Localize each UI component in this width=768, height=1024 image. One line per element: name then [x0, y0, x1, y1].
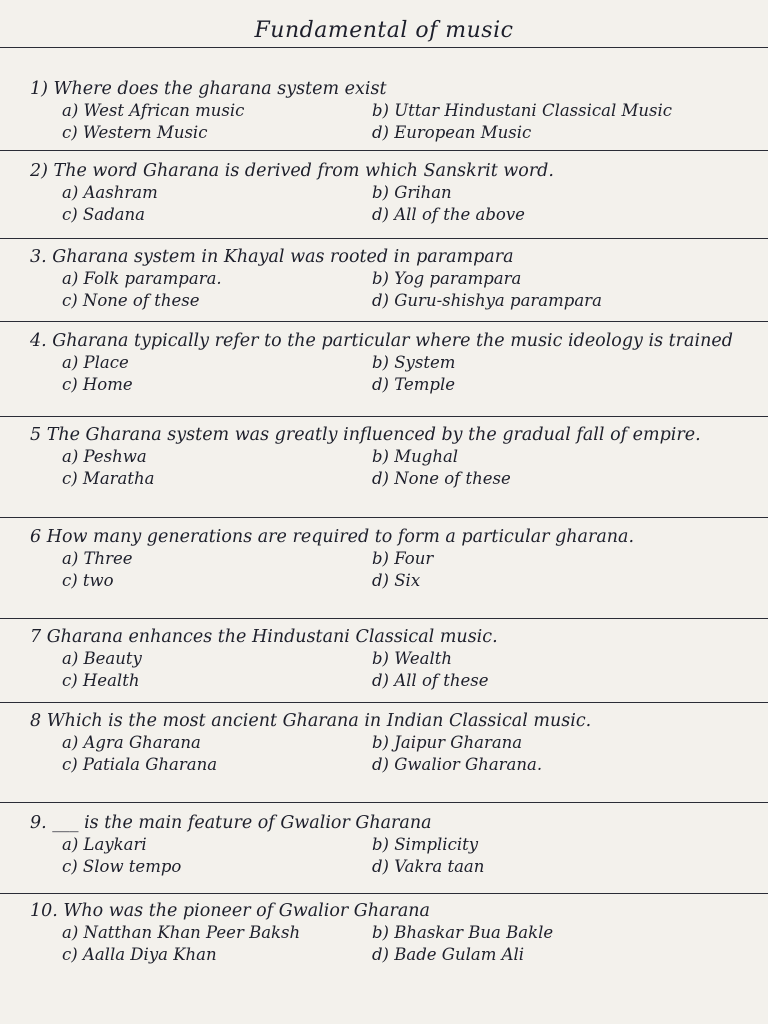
option-b: b) Mughal — [372, 447, 459, 466]
option-b: b) Simplicity — [372, 835, 479, 854]
option-a: a) Folk parampara. — [62, 269, 222, 288]
option-c: c) Patiala Gharana — [62, 755, 218, 774]
option-d: d) Temple — [372, 375, 455, 394]
option-a: a) Peshwa — [62, 447, 147, 466]
question-7 — [30, 626, 745, 692]
option-d: d) Guru-shishya parampara — [372, 291, 602, 310]
option-c: c) Home — [62, 375, 133, 394]
question-3 — [30, 246, 745, 312]
question-6 — [30, 526, 745, 592]
ruled-line — [0, 618, 768, 619]
question-8 — [30, 710, 745, 776]
options — [62, 922, 745, 966]
option-d: d) None of these — [372, 469, 511, 488]
option-a: a) Aashram — [62, 183, 158, 202]
option-d: d) European Music — [372, 123, 532, 142]
question-text: 7 Gharana enhances the Hindustani Classical music. — [30, 627, 498, 647]
options — [62, 732, 745, 776]
options — [62, 268, 745, 312]
question-4 — [30, 330, 745, 396]
option-b: b) Grihan — [372, 183, 452, 202]
options — [62, 352, 745, 396]
option-d: d) All of these — [372, 671, 489, 690]
question-text: 8 Which is the most ancient Gharana in Indian Classical music. — [30, 711, 592, 731]
option-a: a) Place — [62, 353, 129, 372]
options — [62, 648, 745, 692]
option-b: b) Jaipur Gharana — [372, 733, 523, 752]
option-d: d) Vakra taan — [372, 857, 485, 876]
question-2 — [30, 160, 745, 226]
option-c: c) Health — [62, 671, 140, 690]
page-title: Fundamental of music — [254, 18, 514, 43]
ruled-line — [0, 47, 768, 48]
ruled-line — [0, 802, 768, 803]
option-a: a) West African music — [62, 101, 245, 120]
options — [62, 834, 745, 878]
option-a: a) Laykari — [62, 835, 147, 854]
option-b: b) Uttar Hindustani Classical Music — [372, 101, 673, 120]
options — [62, 446, 745, 490]
ruled-line — [0, 416, 768, 417]
ruled-line — [0, 702, 768, 703]
option-c: c) Slow tempo — [62, 857, 182, 876]
option-b: b) Four — [372, 549, 434, 568]
option-a: a) Natthan Khan Peer Baksh — [62, 923, 301, 942]
question-1 — [30, 78, 745, 144]
option-a: a) Beauty — [62, 649, 142, 668]
options — [62, 548, 745, 592]
option-d: d) All of the above — [372, 205, 525, 224]
question-text: 6 How many generations are required to form a particular gharana. — [30, 527, 635, 547]
option-c: c) Maratha — [62, 469, 155, 488]
options — [62, 182, 745, 226]
question-10 — [30, 900, 745, 966]
option-d: d) Gwalior Gharana. — [372, 755, 543, 774]
ruled-line — [0, 893, 768, 894]
question-9 — [30, 812, 745, 878]
option-d: d) Six — [372, 571, 421, 590]
option-c: c) two — [62, 571, 114, 590]
question-text: 2) The word Gharana is derived from which Sanskrit word. — [30, 161, 554, 181]
option-b: b) Wealth — [372, 649, 452, 668]
ruled-line — [0, 321, 768, 322]
ruled-line — [0, 150, 768, 151]
question-text: 4. Gharana typically refer to the particular where the music ideology is trained — [30, 331, 733, 351]
question-5 — [30, 424, 745, 490]
option-a: a) Three — [62, 549, 133, 568]
question-text: 1) Where does the gharana system exist — [30, 79, 387, 99]
option-c: c) Sadana — [62, 205, 145, 224]
option-c: c) Aalla Diya Khan — [62, 945, 217, 964]
option-a: a) Agra Gharana — [62, 733, 201, 752]
option-d: d) Bade Gulam Ali — [372, 945, 525, 964]
option-b: b) Bhaskar Bua Bakle — [372, 923, 554, 942]
option-c: c) Western Music — [62, 123, 208, 142]
question-text: 5 The Gharana system was greatly influenced by the gradual fall of empire. — [30, 425, 701, 445]
option-c: c) None of these — [62, 291, 200, 310]
question-text: 9. ___ is the main feature of Gwalior Gharana — [30, 813, 432, 833]
option-b: b) Yog parampara — [372, 269, 522, 288]
ruled-line — [0, 517, 768, 518]
option-b: b) System — [372, 353, 456, 372]
options — [62, 100, 745, 144]
ruled-line — [0, 238, 768, 239]
question-text: 10. Who was the pioneer of Gwalior Gharana — [30, 901, 430, 921]
question-text: 3. Gharana system in Khayal was rooted in parampara — [30, 247, 514, 267]
